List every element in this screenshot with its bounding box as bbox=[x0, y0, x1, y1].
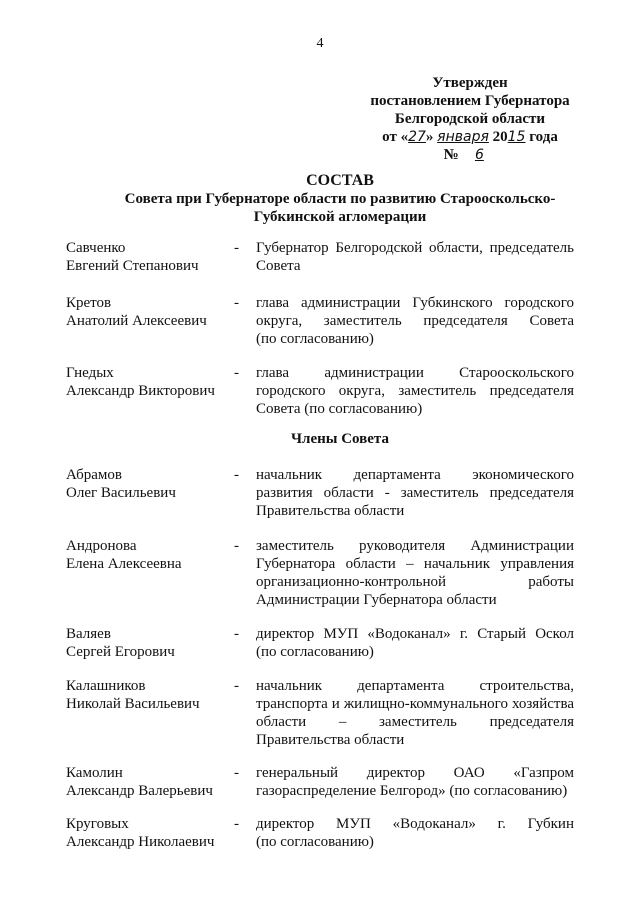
person-surname: Круговых bbox=[66, 816, 129, 832]
person-position bbox=[256, 625, 574, 661]
entry-dash: - bbox=[234, 295, 239, 311]
person-position bbox=[256, 364, 574, 418]
person-name bbox=[66, 815, 236, 851]
person-surname: Калашников bbox=[66, 678, 146, 694]
person-surname: Абрамов bbox=[66, 467, 122, 483]
position-line: директор МУП «Водоканал» г. Старый Оскол bbox=[256, 626, 574, 642]
entry-dash: - bbox=[234, 365, 239, 381]
approval-line: Утвержден bbox=[432, 75, 508, 91]
person-given-names: Александр Валерьевич bbox=[66, 783, 213, 799]
person-given-names: Анатолий Алексеевич bbox=[66, 313, 207, 329]
person-surname: Савченко bbox=[66, 240, 126, 256]
date-month: января bbox=[437, 129, 489, 145]
approval-date bbox=[360, 128, 580, 146]
person-name bbox=[66, 764, 236, 800]
position-line: Администрации Губернатора области bbox=[256, 592, 497, 608]
person-position bbox=[256, 537, 574, 609]
position-line: генеральный директор ОАО «Газпром bbox=[256, 765, 574, 781]
entry-dash: - bbox=[234, 765, 239, 781]
position-line: (по согласованию) bbox=[256, 644, 374, 660]
heading-title: СОСТАВ bbox=[306, 172, 374, 189]
position-line: области – заместитель председателя bbox=[256, 714, 574, 730]
approval-line: Белгородской области bbox=[394, 111, 546, 127]
heading-line: Совета при Губернаторе области по развитию Старооскольско- bbox=[124, 191, 556, 207]
position-line: газораспределение Белгород» (по согласованию) bbox=[256, 783, 568, 799]
person-position bbox=[256, 466, 574, 520]
person-given-names: Елена Алексеевна bbox=[66, 556, 182, 572]
date-day: 27 bbox=[408, 129, 426, 145]
person-given-names: Александр Викторович bbox=[66, 383, 215, 399]
date-suffix: года bbox=[529, 129, 558, 145]
person-name bbox=[66, 294, 236, 330]
person-name bbox=[66, 625, 236, 661]
person-name bbox=[66, 537, 236, 573]
position-line: округа, заместитель председателя Совета bbox=[256, 313, 574, 329]
approval-number bbox=[360, 146, 580, 164]
approval-line: постановлением Губернатора bbox=[370, 93, 570, 109]
person-position bbox=[256, 294, 574, 348]
number-value: 6 bbox=[474, 147, 484, 163]
page-number: 4 bbox=[316, 36, 324, 51]
entry-dash: - bbox=[234, 816, 239, 832]
date-prefix: от « bbox=[382, 129, 409, 145]
entry-dash: - bbox=[234, 240, 239, 256]
person-surname: Гнедых bbox=[66, 365, 114, 381]
person-position bbox=[256, 677, 574, 749]
person-given-names: Олег Васильевич bbox=[66, 485, 176, 501]
position-line: (по согласованию) bbox=[256, 834, 374, 850]
person-surname: Андронова bbox=[66, 538, 137, 554]
date-mid: » bbox=[425, 129, 434, 145]
entry-dash: - bbox=[234, 467, 239, 483]
position-line: глава администрации Старооскольского bbox=[256, 365, 574, 381]
person-given-names: Александр Николаевич bbox=[66, 834, 215, 850]
position-line: директор МУП «Водоканал» г. Губкин bbox=[256, 816, 574, 832]
person-name bbox=[66, 364, 236, 400]
document-heading bbox=[80, 172, 600, 226]
position-line: Губернатора области – начальник управления bbox=[256, 556, 574, 572]
person-given-names: Николай Васильевич bbox=[66, 696, 200, 712]
person-name bbox=[66, 466, 236, 502]
heading-line: Губкинской агломерации bbox=[253, 209, 427, 225]
approval-block bbox=[360, 74, 580, 164]
members-section-title: Члены Совета bbox=[291, 431, 389, 447]
person-position bbox=[256, 815, 574, 851]
person-given-names: Сергей Егорович bbox=[66, 644, 175, 660]
position-line: Правительства области bbox=[256, 732, 405, 748]
person-surname: Камолин bbox=[66, 765, 123, 781]
person-surname: Валяев bbox=[66, 626, 111, 642]
position-line: Совета bbox=[256, 258, 301, 274]
position-line: начальник департамента экономического bbox=[256, 467, 574, 483]
position-line: транспорта и жилищно-коммунального хозяйства bbox=[256, 696, 574, 712]
position-line: развития области - заместитель председателя bbox=[256, 485, 574, 501]
date-year-suffix: 15 bbox=[507, 129, 526, 145]
person-position bbox=[256, 764, 574, 800]
entry-dash: - bbox=[234, 678, 239, 694]
position-line: заместитель руководителя Администрации bbox=[256, 538, 574, 554]
position-line: Совета (по согласованию) bbox=[256, 401, 423, 417]
person-given-names: Евгений Степанович bbox=[66, 258, 199, 274]
position-line: организационно-контрольной работы bbox=[256, 574, 574, 590]
person-name bbox=[66, 239, 236, 275]
position-line: начальник департамента строительства, bbox=[256, 678, 574, 694]
position-line: (по согласованию) bbox=[256, 331, 374, 347]
person-surname: Кретов bbox=[66, 295, 112, 311]
person-name bbox=[66, 677, 236, 713]
number-label: № bbox=[443, 147, 459, 163]
entry-dash: - bbox=[234, 538, 239, 554]
position-line: Губернатор Белгородской области, председатель bbox=[256, 240, 574, 256]
date-year-prefix: 20 bbox=[492, 129, 508, 145]
person-position bbox=[256, 239, 574, 275]
position-line: Правительства области bbox=[256, 503, 405, 519]
position-line: городского округа, заместитель председателя bbox=[256, 383, 574, 399]
position-line: глава администрации Губкинского городского bbox=[256, 295, 574, 311]
entry-dash: - bbox=[234, 626, 239, 642]
